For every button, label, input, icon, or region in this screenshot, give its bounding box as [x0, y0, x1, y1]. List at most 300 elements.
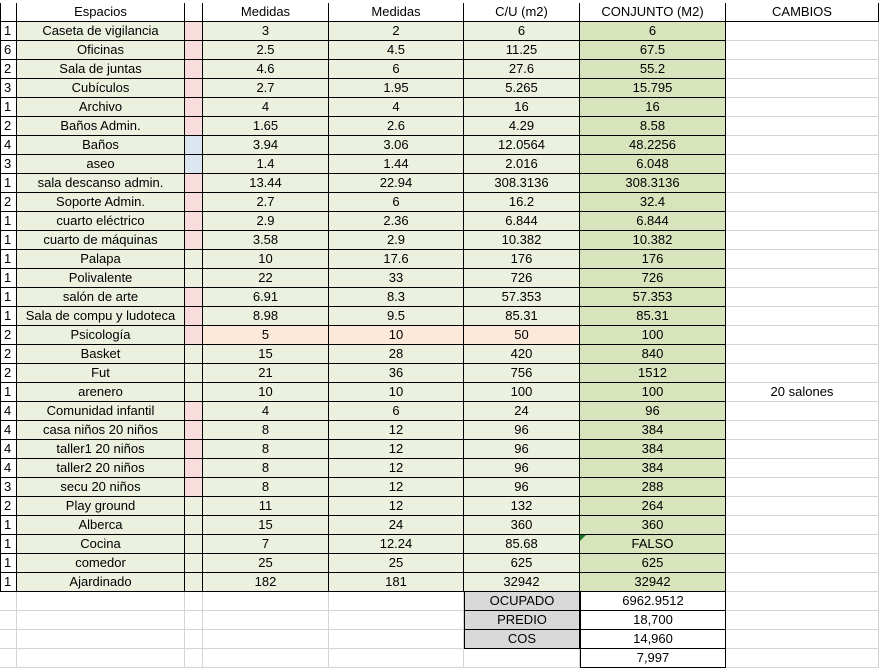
- cambios-cell[interactable]: [726, 478, 879, 497]
- cu-m2-cell[interactable]: 85.31: [464, 307, 580, 326]
- category-mark-cell[interactable]: [185, 383, 203, 402]
- category-mark-cell[interactable]: [185, 440, 203, 459]
- medida-2-cell[interactable]: 25: [329, 554, 464, 573]
- cambios-cell[interactable]: [726, 440, 879, 459]
- empty-cell[interactable]: [329, 611, 464, 630]
- category-mark-cell[interactable]: [185, 326, 203, 345]
- medida-2-cell[interactable]: 12.24: [329, 535, 464, 554]
- empty-cell[interactable]: [17, 611, 185, 630]
- table-row: [0, 573, 879, 592]
- cambios-cell[interactable]: [726, 535, 879, 554]
- medida-1-cell[interactable]: 4: [203, 98, 329, 117]
- espacio-cell[interactable]: Caseta de vigilancia: [17, 22, 185, 41]
- category-mark-cell[interactable]: [185, 421, 203, 440]
- count-cell[interactable]: 2: [0, 364, 17, 383]
- cu-m2-cell[interactable]: 16.2: [464, 193, 580, 212]
- cu-m2-cell[interactable]: 6: [464, 22, 580, 41]
- medida-1-cell[interactable]: 3.94: [203, 136, 329, 155]
- cu-m2-cell[interactable]: 10.382: [464, 231, 580, 250]
- table-row: [0, 478, 879, 497]
- conjunto-m2-cell[interactable]: 48.2256: [580, 136, 726, 155]
- medida-2-cell[interactable]: 10: [329, 326, 464, 345]
- category-mark-cell[interactable]: [185, 174, 203, 193]
- conjunto-m2-cell[interactable]: 176: [580, 250, 726, 269]
- cu-m2-cell[interactable]: 308.3136: [464, 174, 580, 193]
- medida-1-cell[interactable]: 8: [203, 421, 329, 440]
- cambios-cell[interactable]: [726, 554, 879, 573]
- conjunto-m2-cell[interactable]: 625: [580, 554, 726, 573]
- espacio-cell[interactable]: secu 20 niños: [17, 478, 185, 497]
- empty-cell[interactable]: [185, 611, 203, 630]
- empty-cell[interactable]: [726, 649, 879, 668]
- cu-m2-cell[interactable]: 32942: [464, 573, 580, 592]
- conjunto-m2-cell[interactable]: 840: [580, 345, 726, 364]
- count-cell[interactable]: 2: [0, 60, 17, 79]
- table-row: [0, 117, 879, 136]
- cu-m2-cell[interactable]: 132: [464, 497, 580, 516]
- espacio-cell[interactable]: Comunidad infantil: [17, 402, 185, 421]
- summary-label-cell[interactable]: [464, 649, 580, 668]
- medida-2-cell[interactable]: 36: [329, 364, 464, 383]
- medida-2-cell[interactable]: 6: [329, 402, 464, 421]
- espacio-cell[interactable]: Alberca: [17, 516, 185, 535]
- cambios-cell[interactable]: [726, 402, 879, 421]
- cu-m2-cell[interactable]: 6.844: [464, 212, 580, 231]
- conjunto-m2-cell[interactable]: 384: [580, 459, 726, 478]
- empty-cell[interactable]: [726, 630, 879, 649]
- table-row: [0, 231, 879, 250]
- medida-1-cell[interactable]: 2.9: [203, 212, 329, 231]
- empty-cell[interactable]: [726, 592, 879, 611]
- conjunto-m2-cell[interactable]: 308.3136: [580, 174, 726, 193]
- cambios-cell[interactable]: [726, 98, 879, 117]
- empty-cell[interactable]: [185, 649, 203, 668]
- medida-1-cell[interactable]: 13.44: [203, 174, 329, 193]
- conjunto-m2-cell[interactable]: 384: [580, 421, 726, 440]
- medida-1-cell[interactable]: 11: [203, 497, 329, 516]
- medida-1-cell[interactable]: 8: [203, 440, 329, 459]
- cambios-cell[interactable]: [726, 136, 879, 155]
- cambios-cell[interactable]: [726, 516, 879, 535]
- medida-1-cell[interactable]: 182: [203, 573, 329, 592]
- empty-cell[interactable]: [0, 649, 17, 668]
- cambios-cell[interactable]: [726, 573, 879, 592]
- medida-1-cell[interactable]: 22: [203, 269, 329, 288]
- error-indicator-icon[interactable]: [580, 535, 586, 541]
- table-row: [0, 79, 879, 98]
- medida-2-cell[interactable]: 22.94: [329, 174, 464, 193]
- category-mark-cell[interactable]: [185, 535, 203, 554]
- empty-cell[interactable]: [726, 611, 879, 630]
- medida-1-cell[interactable]: 1.65: [203, 117, 329, 136]
- espacio-cell[interactable]: casa niños 20 niños: [17, 421, 185, 440]
- espacio-cell[interactable]: Oficinas: [17, 41, 185, 60]
- cu-m2-cell[interactable]: 2.016: [464, 155, 580, 174]
- header-blank[interactable]: [185, 3, 203, 22]
- medida-2-cell[interactable]: 10: [329, 383, 464, 402]
- espacio-cell[interactable]: Sala de compu y ludoteca: [17, 307, 185, 326]
- cambios-cell[interactable]: [726, 60, 879, 79]
- espacio-cell[interactable]: taller2 20 niños: [17, 459, 185, 478]
- cambios-cell[interactable]: [726, 193, 879, 212]
- summary-value-cell[interactable]: 7,997: [580, 649, 726, 668]
- medida-1-cell[interactable]: 21: [203, 364, 329, 383]
- medida-2-cell[interactable]: 2: [329, 22, 464, 41]
- medida-1-cell[interactable]: 6.91: [203, 288, 329, 307]
- medida-2-cell[interactable]: 12: [329, 478, 464, 497]
- cambios-cell[interactable]: [726, 307, 879, 326]
- medida-1-cell[interactable]: 10: [203, 250, 329, 269]
- table-row: [0, 516, 879, 535]
- cu-m2-cell[interactable]: 726: [464, 269, 580, 288]
- empty-cell[interactable]: [203, 649, 329, 668]
- cambios-cell[interactable]: [726, 22, 879, 41]
- count-cell[interactable]: 1: [0, 573, 17, 592]
- cambios-cell[interactable]: [726, 459, 879, 478]
- table-row: [0, 250, 879, 269]
- category-mark-cell[interactable]: [185, 22, 203, 41]
- cambios-cell[interactable]: [726, 345, 879, 364]
- count-cell[interactable]: 3: [0, 79, 17, 98]
- medida-1-cell[interactable]: 2.5: [203, 41, 329, 60]
- medida-2-cell[interactable]: 1.44: [329, 155, 464, 174]
- header-cambios[interactable]: CAMBIOS: [726, 3, 879, 22]
- medida-1-cell[interactable]: 10: [203, 383, 329, 402]
- cu-m2-cell[interactable]: 625: [464, 554, 580, 573]
- medida-2-cell[interactable]: 6: [329, 193, 464, 212]
- espacio-cell[interactable]: comedor: [17, 554, 185, 573]
- count-cell[interactable]: 1: [0, 212, 17, 231]
- espacio-cell[interactable]: Ajardinado: [17, 573, 185, 592]
- cambios-cell[interactable]: [726, 421, 879, 440]
- medida-1-cell[interactable]: 3.58: [203, 231, 329, 250]
- medida-2-cell[interactable]: 9.5: [329, 307, 464, 326]
- count-cell[interactable]: 2: [0, 345, 17, 364]
- empty-cell[interactable]: [0, 611, 17, 630]
- empty-cell[interactable]: [329, 592, 464, 611]
- conjunto-m2-cell[interactable]: 264: [580, 497, 726, 516]
- conjunto-m2-cell[interactable]: FALSO: [580, 535, 726, 554]
- category-mark-cell[interactable]: [185, 60, 203, 79]
- cambios-cell[interactable]: [726, 212, 879, 231]
- conjunto-m2-cell[interactable]: 6.048: [580, 155, 726, 174]
- cu-m2-cell[interactable]: 96: [464, 478, 580, 497]
- cu-m2-cell[interactable]: 96: [464, 421, 580, 440]
- category-mark-cell[interactable]: [185, 79, 203, 98]
- cambios-cell[interactable]: [726, 117, 879, 136]
- espacio-cell[interactable]: arenero: [17, 383, 185, 402]
- conjunto-m2-cell[interactable]: 100: [580, 383, 726, 402]
- espacio-cell[interactable]: Polivalente: [17, 269, 185, 288]
- empty-cell[interactable]: [0, 630, 17, 649]
- table-row: [0, 212, 879, 231]
- category-mark-cell[interactable]: [185, 98, 203, 117]
- category-mark-cell[interactable]: [185, 478, 203, 497]
- table-row: [0, 193, 879, 212]
- empty-cell[interactable]: [203, 630, 329, 649]
- medida-2-cell[interactable]: 2.9: [329, 231, 464, 250]
- count-cell[interactable]: 2: [0, 326, 17, 345]
- medida-2-cell[interactable]: 2.6: [329, 117, 464, 136]
- empty-cell[interactable]: [185, 630, 203, 649]
- cu-m2-cell[interactable]: 16: [464, 98, 580, 117]
- cambios-cell[interactable]: [726, 231, 879, 250]
- espacio-cell[interactable]: aseo: [17, 155, 185, 174]
- empty-cell[interactable]: [329, 630, 464, 649]
- conjunto-m2-cell[interactable]: 1512: [580, 364, 726, 383]
- medida-1-cell[interactable]: 15: [203, 516, 329, 535]
- cu-m2-cell[interactable]: 57.353: [464, 288, 580, 307]
- espacio-cell[interactable]: taller1 20 niños: [17, 440, 185, 459]
- medida-2-cell[interactable]: 4.5: [329, 41, 464, 60]
- espacio-cell[interactable]: Fut: [17, 364, 185, 383]
- cu-m2-cell[interactable]: 176: [464, 250, 580, 269]
- category-mark-cell[interactable]: [185, 155, 203, 174]
- medida-1-cell[interactable]: 7: [203, 535, 329, 554]
- count-cell[interactable]: 4: [0, 421, 17, 440]
- medida-2-cell[interactable]: 4: [329, 98, 464, 117]
- espacio-cell[interactable]: Archivo: [17, 98, 185, 117]
- summary-row: [0, 611, 879, 630]
- table-row: [0, 22, 879, 41]
- empty-cell[interactable]: [0, 592, 17, 611]
- header-count[interactable]: [0, 3, 17, 22]
- cu-m2-cell[interactable]: 24: [464, 402, 580, 421]
- conjunto-m2-cell[interactable]: 67.5: [580, 41, 726, 60]
- espacio-cell[interactable]: salón de arte: [17, 288, 185, 307]
- category-mark-cell[interactable]: [185, 288, 203, 307]
- conjunto-m2-cell[interactable]: 57.353: [580, 288, 726, 307]
- count-cell[interactable]: 1: [0, 231, 17, 250]
- summary-label-cell[interactable]: OCUPADO: [464, 592, 580, 611]
- count-cell[interactable]: 4: [0, 402, 17, 421]
- espacio-cell[interactable]: Baños Admin.: [17, 117, 185, 136]
- summary-label-cell[interactable]: COS: [464, 630, 580, 649]
- cu-m2-cell[interactable]: 4.29: [464, 117, 580, 136]
- count-cell[interactable]: 6: [0, 41, 17, 60]
- medida-2-cell[interactable]: 3.06: [329, 136, 464, 155]
- empty-cell[interactable]: [329, 649, 464, 668]
- medida-1-cell[interactable]: 4.6: [203, 60, 329, 79]
- table-row: [0, 554, 879, 573]
- medida-1-cell[interactable]: 4: [203, 402, 329, 421]
- conjunto-m2-cell[interactable]: 360: [580, 516, 726, 535]
- empty-cell[interactable]: [17, 630, 185, 649]
- conjunto-m2-cell[interactable]: 384: [580, 440, 726, 459]
- cambios-cell[interactable]: [726, 269, 879, 288]
- conjunto-m2-cell[interactable]: 55.2: [580, 60, 726, 79]
- count-cell[interactable]: 1: [0, 288, 17, 307]
- summary-label-cell[interactable]: PREDIO: [464, 611, 580, 630]
- count-cell[interactable]: 1: [0, 383, 17, 402]
- espacio-cell[interactable]: cuarto de máquinas: [17, 231, 185, 250]
- medida-1-cell[interactable]: 2.7: [203, 79, 329, 98]
- medida-2-cell[interactable]: 17.6: [329, 250, 464, 269]
- conjunto-m2-cell[interactable]: 6.844: [580, 212, 726, 231]
- header-medidas-1[interactable]: Medidas: [203, 3, 329, 22]
- count-cell[interactable]: 1: [0, 554, 17, 573]
- category-mark-cell[interactable]: [185, 364, 203, 383]
- cu-m2-cell[interactable]: 27.6: [464, 60, 580, 79]
- cu-m2-cell[interactable]: 756: [464, 364, 580, 383]
- espacio-cell[interactable]: Basket: [17, 345, 185, 364]
- table-row: [0, 136, 879, 155]
- empty-cell[interactable]: [203, 592, 329, 611]
- cambios-cell[interactable]: [726, 497, 879, 516]
- category-mark-cell[interactable]: [185, 231, 203, 250]
- cambios-cell[interactable]: [726, 364, 879, 383]
- category-mark-cell[interactable]: [185, 516, 203, 535]
- header-cu-m2[interactable]: C/U (m2): [464, 3, 580, 22]
- medida-2-cell[interactable]: 12: [329, 459, 464, 478]
- espacio-cell[interactable]: Baños: [17, 136, 185, 155]
- empty-cell[interactable]: [185, 592, 203, 611]
- espacio-cell[interactable]: cuarto eléctrico: [17, 212, 185, 231]
- summary-value-cell[interactable]: 14,960: [580, 630, 726, 649]
- conjunto-m2-cell[interactable]: 10.382: [580, 231, 726, 250]
- medida-1-cell[interactable]: 8: [203, 459, 329, 478]
- table-row: [0, 421, 879, 440]
- conjunto-m2-cell[interactable]: 288: [580, 478, 726, 497]
- summary-value-cell[interactable]: 6962.9512: [580, 592, 726, 611]
- medida-1-cell[interactable]: 15: [203, 345, 329, 364]
- espacio-cell[interactable]: Play ground: [17, 497, 185, 516]
- cambios-cell[interactable]: [726, 174, 879, 193]
- table-row: [0, 288, 879, 307]
- espacio-cell[interactable]: Soporte Admin.: [17, 193, 185, 212]
- cu-m2-cell[interactable]: 420: [464, 345, 580, 364]
- medida-2-cell[interactable]: 12: [329, 497, 464, 516]
- espacio-cell[interactable]: sala descanso admin.: [17, 174, 185, 193]
- medida-1-cell[interactable]: 8.98: [203, 307, 329, 326]
- cu-m2-cell[interactable]: 85.68: [464, 535, 580, 554]
- count-cell[interactable]: 4: [0, 459, 17, 478]
- header-medidas-2[interactable]: Medidas: [329, 3, 464, 22]
- count-cell[interactable]: 1: [0, 22, 17, 41]
- espacio-cell[interactable]: Psicología: [17, 326, 185, 345]
- medida-2-cell[interactable]: 12: [329, 440, 464, 459]
- cambios-cell[interactable]: [726, 79, 879, 98]
- espacio-cell[interactable]: Sala de juntas: [17, 60, 185, 79]
- category-mark-cell[interactable]: [185, 212, 203, 231]
- summary-row: [0, 649, 879, 668]
- medida-2-cell[interactable]: 24: [329, 516, 464, 535]
- count-cell[interactable]: 4: [0, 136, 17, 155]
- conjunto-m2-cell[interactable]: 100: [580, 326, 726, 345]
- conjunto-m2-cell[interactable]: 85.31: [580, 307, 726, 326]
- category-mark-cell[interactable]: [185, 497, 203, 516]
- conjunto-m2-cell[interactable]: 6: [580, 22, 726, 41]
- cu-m2-cell[interactable]: 96: [464, 440, 580, 459]
- count-cell[interactable]: 1: [0, 516, 17, 535]
- count-cell[interactable]: 2: [0, 193, 17, 212]
- cambios-cell[interactable]: [726, 250, 879, 269]
- conjunto-m2-cell[interactable]: 32942: [580, 573, 726, 592]
- espacio-cell[interactable]: Palapa: [17, 250, 185, 269]
- table-row: [0, 155, 879, 174]
- medida-2-cell[interactable]: 8.3: [329, 288, 464, 307]
- cu-m2-cell[interactable]: 5.265: [464, 79, 580, 98]
- medida-1-cell[interactable]: 3: [203, 22, 329, 41]
- count-cell[interactable]: 3: [0, 478, 17, 497]
- medida-2-cell[interactable]: 12: [329, 421, 464, 440]
- medida-2-cell[interactable]: 28: [329, 345, 464, 364]
- category-mark-cell[interactable]: [185, 573, 203, 592]
- category-mark-cell[interactable]: [185, 554, 203, 573]
- category-mark-cell[interactable]: [185, 459, 203, 478]
- cambios-cell[interactable]: [726, 41, 879, 60]
- conjunto-m2-cell[interactable]: 15.795: [580, 79, 726, 98]
- empty-cell[interactable]: [203, 611, 329, 630]
- category-mark-cell[interactable]: [185, 193, 203, 212]
- category-mark-cell[interactable]: [185, 117, 203, 136]
- cambios-cell[interactable]: 20 salones: [726, 383, 879, 402]
- medida-1-cell[interactable]: 1.4: [203, 155, 329, 174]
- count-cell[interactable]: 3: [0, 155, 17, 174]
- count-cell[interactable]: 1: [0, 269, 17, 288]
- category-mark-cell[interactable]: [185, 250, 203, 269]
- count-cell[interactable]: 4: [0, 440, 17, 459]
- conjunto-m2-cell[interactable]: 16: [580, 98, 726, 117]
- cambios-cell[interactable]: [726, 326, 879, 345]
- medida-2-cell[interactable]: 33: [329, 269, 464, 288]
- empty-cell[interactable]: [17, 649, 185, 668]
- medida-1-cell[interactable]: 8: [203, 478, 329, 497]
- conjunto-m2-cell[interactable]: 726: [580, 269, 726, 288]
- medida-1-cell[interactable]: 2.7: [203, 193, 329, 212]
- header-espacios[interactable]: Espacios: [17, 3, 185, 22]
- category-mark-cell[interactable]: [185, 269, 203, 288]
- category-mark-cell[interactable]: [185, 402, 203, 421]
- summary-row: [0, 630, 879, 649]
- cu-m2-cell[interactable]: 100: [464, 383, 580, 402]
- conjunto-m2-cell[interactable]: 96: [580, 402, 726, 421]
- count-cell[interactable]: 1: [0, 98, 17, 117]
- table-row: [0, 440, 879, 459]
- cu-m2-cell[interactable]: 50: [464, 326, 580, 345]
- medida-2-cell[interactable]: 6: [329, 60, 464, 79]
- summary-value-cell[interactable]: 18,700: [580, 611, 726, 630]
- conjunto-m2-cell[interactable]: 8.58: [580, 117, 726, 136]
- count-cell[interactable]: 1: [0, 535, 17, 554]
- category-mark-cell[interactable]: [185, 307, 203, 326]
- category-mark-cell[interactable]: [185, 345, 203, 364]
- count-cell[interactable]: 2: [0, 117, 17, 136]
- category-mark-cell[interactable]: [185, 41, 203, 60]
- category-mark-cell[interactable]: [185, 136, 203, 155]
- count-cell[interactable]: 1: [0, 307, 17, 326]
- espacio-cell[interactable]: Cocina: [17, 535, 185, 554]
- medida-2-cell[interactable]: 2.36: [329, 212, 464, 231]
- count-cell[interactable]: 2: [0, 497, 17, 516]
- cambios-cell[interactable]: [726, 288, 879, 307]
- cu-m2-cell[interactable]: 360: [464, 516, 580, 535]
- medida-1-cell[interactable]: 5: [203, 326, 329, 345]
- medida-2-cell[interactable]: 1.95: [329, 79, 464, 98]
- count-cell[interactable]: 1: [0, 174, 17, 193]
- cu-m2-cell[interactable]: 96: [464, 459, 580, 478]
- cu-m2-cell[interactable]: 11.25: [464, 41, 580, 60]
- header-conjunto-m2[interactable]: CONJUNTO (M2): [580, 3, 726, 22]
- cambios-cell[interactable]: [726, 155, 879, 174]
- cu-m2-cell[interactable]: 12.0564: [464, 136, 580, 155]
- empty-cell[interactable]: [17, 592, 185, 611]
- count-cell[interactable]: 1: [0, 250, 17, 269]
- espacio-cell[interactable]: Cubículos: [17, 79, 185, 98]
- medida-1-cell[interactable]: 25: [203, 554, 329, 573]
- conjunto-m2-cell[interactable]: 32.4: [580, 193, 726, 212]
- medida-2-cell[interactable]: 181: [329, 573, 464, 592]
